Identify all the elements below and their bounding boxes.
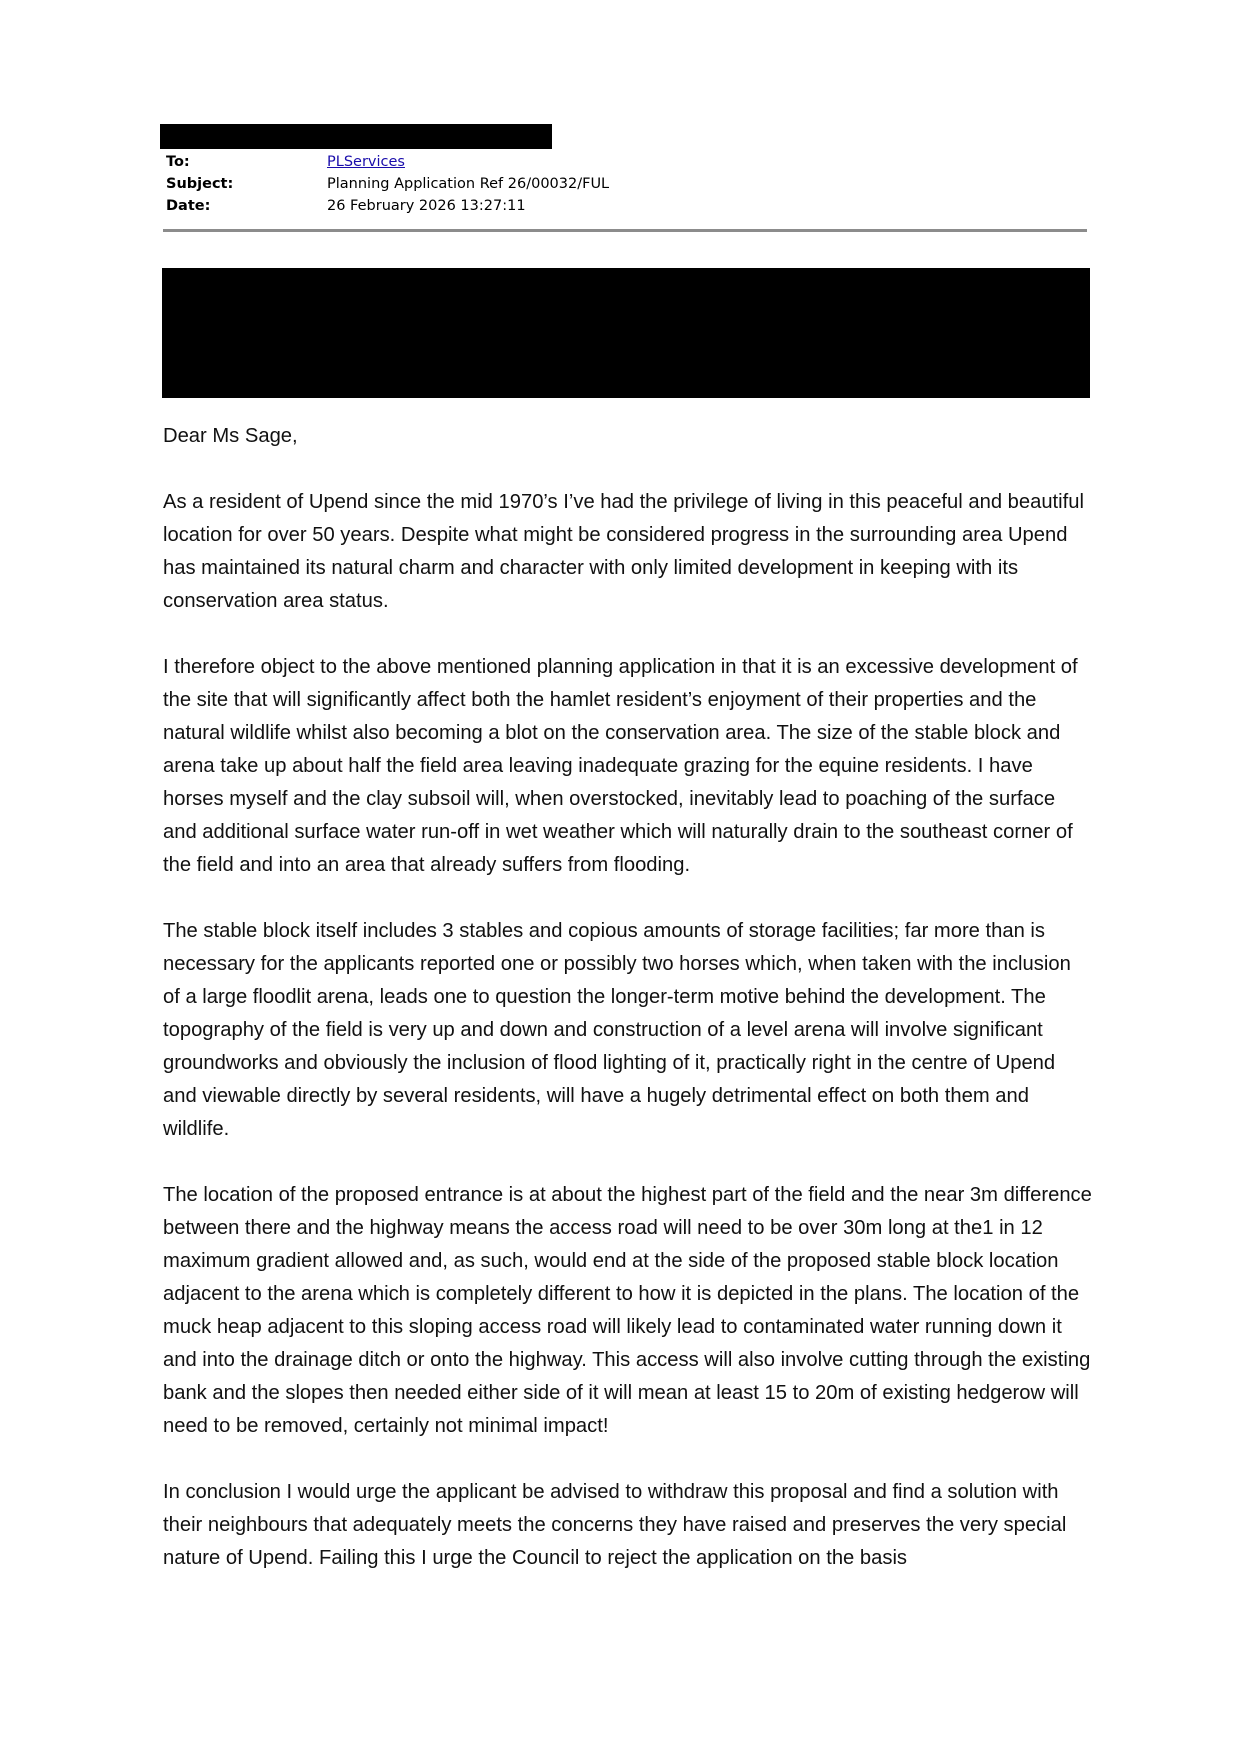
date-value: 26 February 2026 13:27:11 [327, 198, 526, 214]
paragraph-2: I therefore object to the above mentioned planning application in that it is an excessive development of the site that will significantly affect both the hamlet resident’s enjoyment of their properties and the natural wildlife whilst also becoming a blot on the conservation area. The size of the stable block and arena take up about half the field area leaving inadequate grazing for the equine residents. I have horses myself and the clay subsoil will, when overstocked, inevitably lead to poaching of the surface and additional surface water run-off in wet weather which will naturally drain to the southeast corner of the field and into an area that already suffers from flooding. [163, 656, 1078, 876]
paragraph-5: In conclusion I would urge the applicant be advised to withdraw this proposal and find a solution with their neighbours that adequately meets the concerns they have raised and preserves the very special nature of Upend. Failing this I urge the Council to reject the application on the basis [163, 1481, 1067, 1569]
paragraph-4: The location of the proposed entrance is at about the highest part of the field and the near 3m difference between there and the highway means the access road will need to be over 30m long at the1 in 12 maximum gradient allowed and, as such, would end at the side of the proposed stable block location adjacent to the arena which is completely different to how it is depicted in the plans. The location of the muck heap adjacent to this sloping access road will likely lead to contaminated water running down it and into the drainage ditch or onto the highway. This access will also involve cutting through the existing bank and the slopes then needed either side of it will mean at least 15 to 20m of existing hedgerow will need to be removed, certainly not minimal impact! [163, 1184, 1092, 1437]
to-recipient-link[interactable]: PLServices [327, 154, 405, 170]
to-label: To: [166, 154, 190, 170]
to-row [166, 151, 1086, 173]
subject-row [166, 173, 1086, 195]
email-header [166, 151, 1086, 217]
date-row [166, 195, 1086, 217]
header-divider [163, 229, 1087, 232]
redacted-sender-bar [160, 124, 552, 149]
paragraph-1: As a resident of Upend since the mid 1970’s I’ve had the privilege of living in this peaceful and beautiful location for over 50 years. Despite what might be considered progress in the surrounding area Upend has maintained its natural charm and character with only limited development in keeping with its conservation area status. [163, 491, 1084, 612]
redacted-address-block [162, 268, 1090, 398]
salutation: Dear Ms Sage, [163, 425, 298, 447]
date-label: Date: [166, 198, 211, 214]
paragraph-3: The stable block itself includes 3 stables and copious amounts of storage facilities; far more than is necessary for the applicants reported one or possibly two horses which, when taken with the inclusion of a large floodlit arena, leads one to question the longer-term motive behind the development. The topography of the field is very up and down and construction of a level arena will involve significant groundworks and obviously the inclusion of flood lighting of it, practically right in the centre of Upend and viewable directly by several residents, will have a hugely detrimental effect on both them and wildlife. [163, 920, 1071, 1140]
letter-body [163, 420, 1093, 1608]
subject-label: Subject: [166, 176, 234, 192]
subject-value: Planning Application Ref 26/00032/FUL [327, 176, 610, 192]
